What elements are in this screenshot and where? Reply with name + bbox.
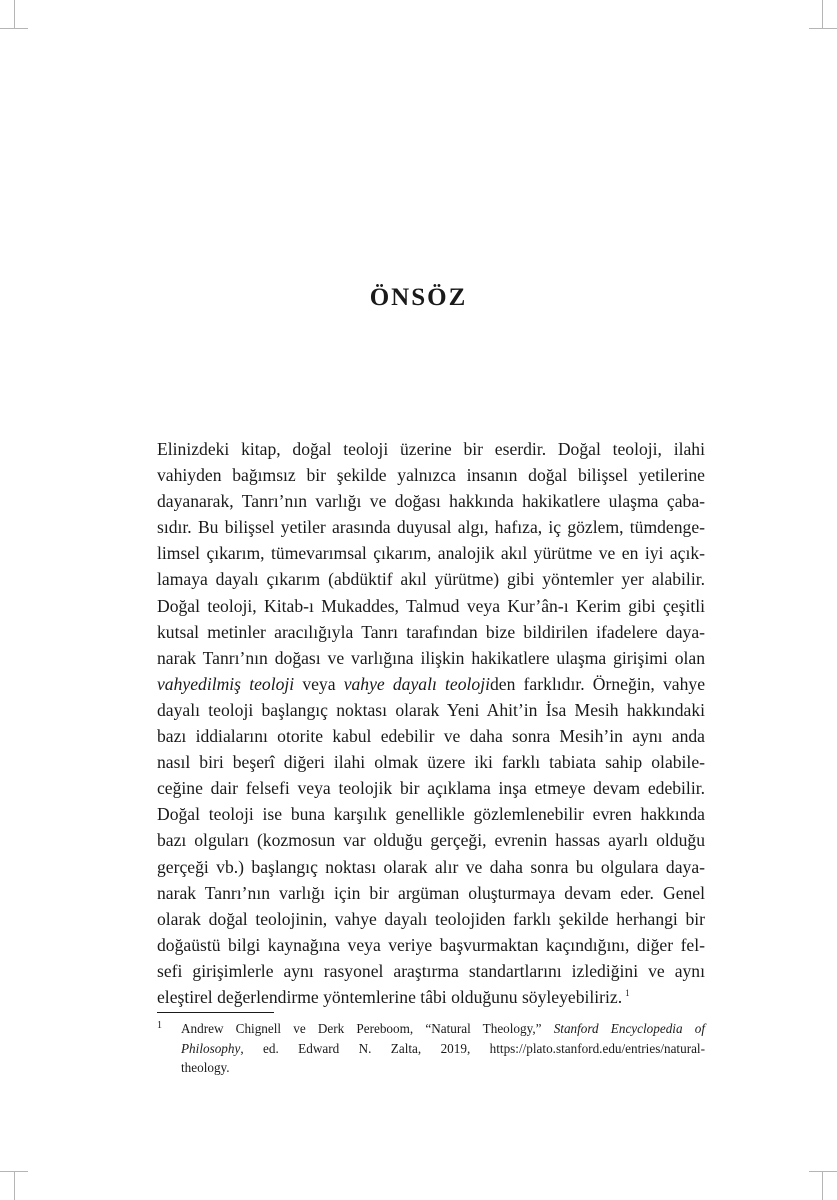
italic-term: vahye dayalı teoloji <box>343 673 490 694</box>
body-text-run: eleştirel değerlendirme yöntemlerine tâbi olduğunu söyleyebiliriz. <box>157 986 623 1007</box>
crop-mark-bottom-left-h <box>0 1171 28 1172</box>
body-line: nasıl biri beşerî diğeri ilahi olmak üzere iki farklı tabiata sahip olabile- <box>157 752 705 773</box>
body-line: sefi girişimlerle aynı rasyonel araştırma standartlarını izlediğini ve aynı <box>157 960 705 981</box>
footnote <box>157 1019 705 1078</box>
footnote-body <box>181 1019 705 1078</box>
body-line: bazı iddialarını otorite kabul edebilir ve daha sonra Mesih’in aynı anda <box>157 726 705 747</box>
crop-mark-top-left-h <box>0 28 28 29</box>
body-text-run: veya <box>294 673 344 694</box>
body-line: narak Tanrı’nın doğası ve varlığına ilişkin hakikatlere ulaşma girişimi olan <box>157 647 705 668</box>
page-title: ÖNSÖZ <box>369 284 468 311</box>
body-text-run: den farklıdır. Örneğin, vahye <box>489 673 706 694</box>
footnote-text-run: , ed. Edward N. Zalta, 2019, https://plato.stanford.edu/entries/natural- <box>240 1040 705 1056</box>
body-line: dayanarak, Tanrı’nın varlığı ve doğası hakkında hakikatlere ulaşma çaba- <box>157 491 705 512</box>
footnote-line <box>181 1039 705 1059</box>
body-paragraph <box>157 436 705 1010</box>
footnote-text-run: Andrew Chignell ve Derk Pereboom, “Natural Theology,” <box>181 1021 554 1036</box>
body-line: sıdır. Bu bilişsel yetiler arasında duyusal algı, hafıza, iç gözlem, tümdenge- <box>157 517 705 538</box>
crop-mark-top-left <box>14 0 15 28</box>
body-line: Doğal teoloji ise buna karşılık genellikle gözlemlenebilir evren hakkında <box>157 804 705 825</box>
crop-mark-bottom-right <box>822 1172 823 1200</box>
body-line: ceğine dair felsefi veya teolojik bir açıklama inşa etmeye devam edebilir. <box>157 778 705 799</box>
body-line: Doğal teoloji, Kitab-ı Mukaddes, Talmud veya Kur’ân-ı Kerim gibi çeşitli <box>157 595 705 616</box>
body-line: limsel çıkarım, tümevarımsal çıkarım, analojik akıl yürütme ve en iyi açık- <box>157 543 705 564</box>
crop-mark-top-right <box>822 0 823 28</box>
italic-term: vahyedilmiş teoloji <box>157 673 295 694</box>
footnote-reference[interactable]: 1 <box>625 988 630 999</box>
body-line: kutsal metinler aracılığıyla Tanrı tarafından bize bildirilen ifadelere daya- <box>157 621 705 642</box>
body-line: Elinizdeki kitap, doğal teoloji üzerine bir eserdir. Doğal teoloji, ilahi <box>157 439 705 459</box>
footnote-italic-run: Stanford Encyclopedia of <box>553 1021 705 1036</box>
footnote-line: theology. <box>181 1060 230 1075</box>
body-line-mixed <box>157 671 705 697</box>
crop-mark-top-right-h <box>809 28 837 29</box>
body-line: dayalı teoloji başlangıç noktası olarak Yeni Ahit’in İsa Mesih hakkındaki <box>157 699 705 720</box>
body-line: gerçeği vb.) başlangıç noktası olarak alır ve daha sonra bu olgulara daya- <box>157 856 705 877</box>
footnote-number: 1 <box>157 1020 162 1031</box>
footnote-italic-run: Philosophy <box>181 1040 241 1056</box>
body-line: olarak doğal teolojinin, vahye dayalı teolojiden farklı şekilde herhangi bir <box>157 908 705 929</box>
body-line: lamaya dayalı çıkarım (abdüktif akıl yürütme) gibi yöntemler yer alabilir. <box>157 569 705 590</box>
footnote-separator <box>157 1012 274 1013</box>
crop-mark-bottom-left <box>14 1172 15 1200</box>
footnote-line <box>181 1019 705 1039</box>
body-line: narak Tanrı’nın varlığı için bir argüman oluşturmaya devam eder. Genel <box>157 882 705 903</box>
crop-mark-bottom-right-h <box>809 1171 837 1172</box>
body-line: doğaüstü bilgi kaynağına veya veriye başvurmaktan kaçındığını, diğer fel- <box>157 934 705 955</box>
body-line: bazı olguları (kozmosun var olduğu gerçeği, evrenin hassas ayarlı olduğu <box>157 830 705 851</box>
body-line-last <box>157 984 705 1010</box>
body-line: vahiyden bağımsız bir şekilde yalnızca insanın doğal bilişsel yetilerine <box>157 465 705 486</box>
